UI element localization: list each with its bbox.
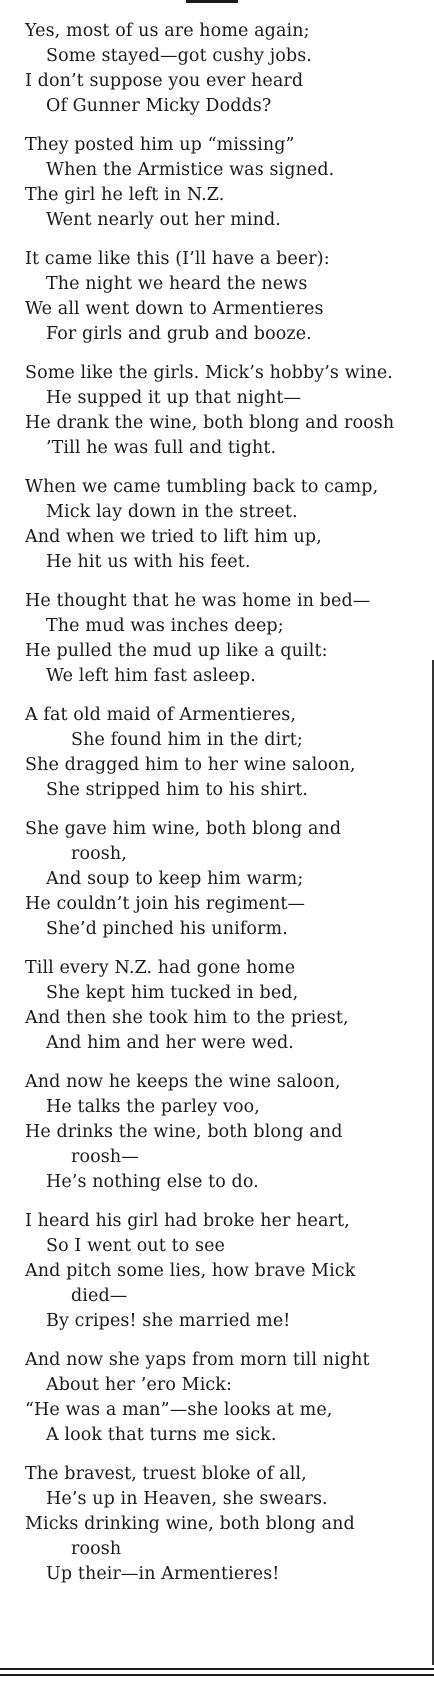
- poem-line: “He was a man”—she looks at me,: [25, 1400, 333, 1420]
- poem-line: And pitch some lies, how brave Mick: [25, 1261, 356, 1281]
- poem-line: By cripes! she married me!: [46, 1311, 291, 1331]
- poem-line: Of Gunner Micky Dodds?: [46, 96, 272, 116]
- poem-line: roosh,: [71, 844, 127, 864]
- poem-line: died—: [71, 1286, 128, 1306]
- poem-line: Yes, most of us are home again;: [25, 21, 310, 41]
- top-rule: [186, 0, 238, 3]
- poem-line: And now she yaps from morn till night: [25, 1350, 370, 1370]
- poem-line: He’s nothing else to do.: [46, 1172, 259, 1192]
- stanza-6: [25, 589, 425, 689]
- poem-line: She found him in the dirt;: [71, 730, 303, 750]
- poem-line: roosh—: [71, 1147, 139, 1167]
- poem-line: She kept him tucked in bed,: [46, 983, 299, 1003]
- poem-line: And when we tried to lift him up,: [25, 527, 322, 547]
- poem-line: Mick lay down in the street.: [46, 502, 298, 522]
- poem-line: A look that turns me sick.: [46, 1425, 277, 1445]
- stanza-7: [25, 703, 425, 803]
- stanza-5: [25, 475, 425, 575]
- poem-line: She dragged him to her wine saloon,: [25, 755, 356, 775]
- poem-line: And him and her were wed.: [46, 1033, 294, 1053]
- poem-line: He hit us with his feet.: [46, 552, 251, 572]
- poem-line: For girls and grub and booze.: [46, 324, 312, 344]
- poem-line: He’s up in Heaven, she swears.: [46, 1489, 328, 1509]
- poem-line: Went nearly out her mind.: [46, 210, 281, 230]
- poem-line: We left him fast asleep.: [46, 666, 256, 686]
- poem-line: And now he keeps the wine saloon,: [25, 1072, 341, 1092]
- stanza-8: [25, 817, 425, 942]
- poem-line: A fat old maid of Armentieres,: [25, 705, 297, 725]
- poem-line: We all went down to Armentieres: [25, 299, 324, 319]
- poem-line: I heard his girl had broke her heart,: [25, 1211, 350, 1231]
- poem-line: She stripped him to his shirt.: [46, 780, 309, 800]
- poem-line: The mud was inches deep;: [46, 616, 284, 636]
- stanza-9: [25, 956, 425, 1056]
- stanza-1: [25, 19, 425, 119]
- poem-line: He supped it up that night—: [46, 388, 302, 408]
- poem-line: roosh: [71, 1539, 122, 1559]
- poem-line: He drinks the wine, both blong and: [25, 1122, 343, 1142]
- poem-line: Micks drinking wine, both blong and: [25, 1514, 355, 1534]
- poem-line: The girl he left in N.Z.: [25, 185, 225, 205]
- poem-line: They posted him up “missing”: [25, 135, 295, 155]
- poem-line: Till every N.Z. had gone home: [25, 958, 296, 978]
- stanza-3: [25, 247, 425, 347]
- poem-line: It came like this (I’ll have a beer):: [25, 249, 330, 269]
- poem-line: When the Armistice was signed.: [46, 160, 335, 180]
- poem-line: And soup to keep him warm;: [46, 869, 304, 889]
- bottom-rule: [0, 1668, 434, 1670]
- poem-line: The night we heard the news: [46, 274, 308, 294]
- bottom-rule-double: [0, 1674, 434, 1676]
- poem: [25, 19, 425, 1601]
- poem-line: ’Till he was full and tight.: [46, 438, 277, 458]
- poem-line: Up their—in Armentieres!: [46, 1564, 280, 1584]
- stanza-12: [25, 1348, 425, 1448]
- poem-line: He talks the parley voo,: [46, 1097, 260, 1117]
- stanza-11: [25, 1209, 425, 1334]
- poem-line: She’d pinched his uniform.: [46, 919, 288, 939]
- poem-line: He pulled the mud up like a quilt:: [25, 641, 328, 661]
- stanza-10: [25, 1070, 425, 1195]
- poem-line: Some stayed—got cushy jobs.: [46, 46, 312, 66]
- poem-line: I don’t suppose you ever heard: [25, 71, 304, 91]
- poem-line: And then she took him to the priest,: [25, 1008, 349, 1028]
- poem-line: About her ’ero Mick:: [46, 1375, 232, 1395]
- poem-line: He drank the wine, both blong and roosh: [25, 413, 395, 433]
- poem-line: He couldn’t join his regiment—: [25, 894, 306, 914]
- poem-line: So I went out to see: [46, 1236, 225, 1256]
- stanza-4: [25, 361, 425, 461]
- poem-line: When we came tumbling back to camp,: [25, 477, 379, 497]
- poem-line: She gave him wine, both blong and: [25, 819, 342, 839]
- poem-line: The bravest, truest bloke of all,: [25, 1464, 307, 1484]
- poem-line: He thought that he was home in bed—: [25, 591, 371, 611]
- poem-line: Some like the girls. Mick’s hobby’s wine.: [25, 363, 393, 383]
- stanza-2: [25, 133, 425, 233]
- stanza-13: [25, 1462, 425, 1587]
